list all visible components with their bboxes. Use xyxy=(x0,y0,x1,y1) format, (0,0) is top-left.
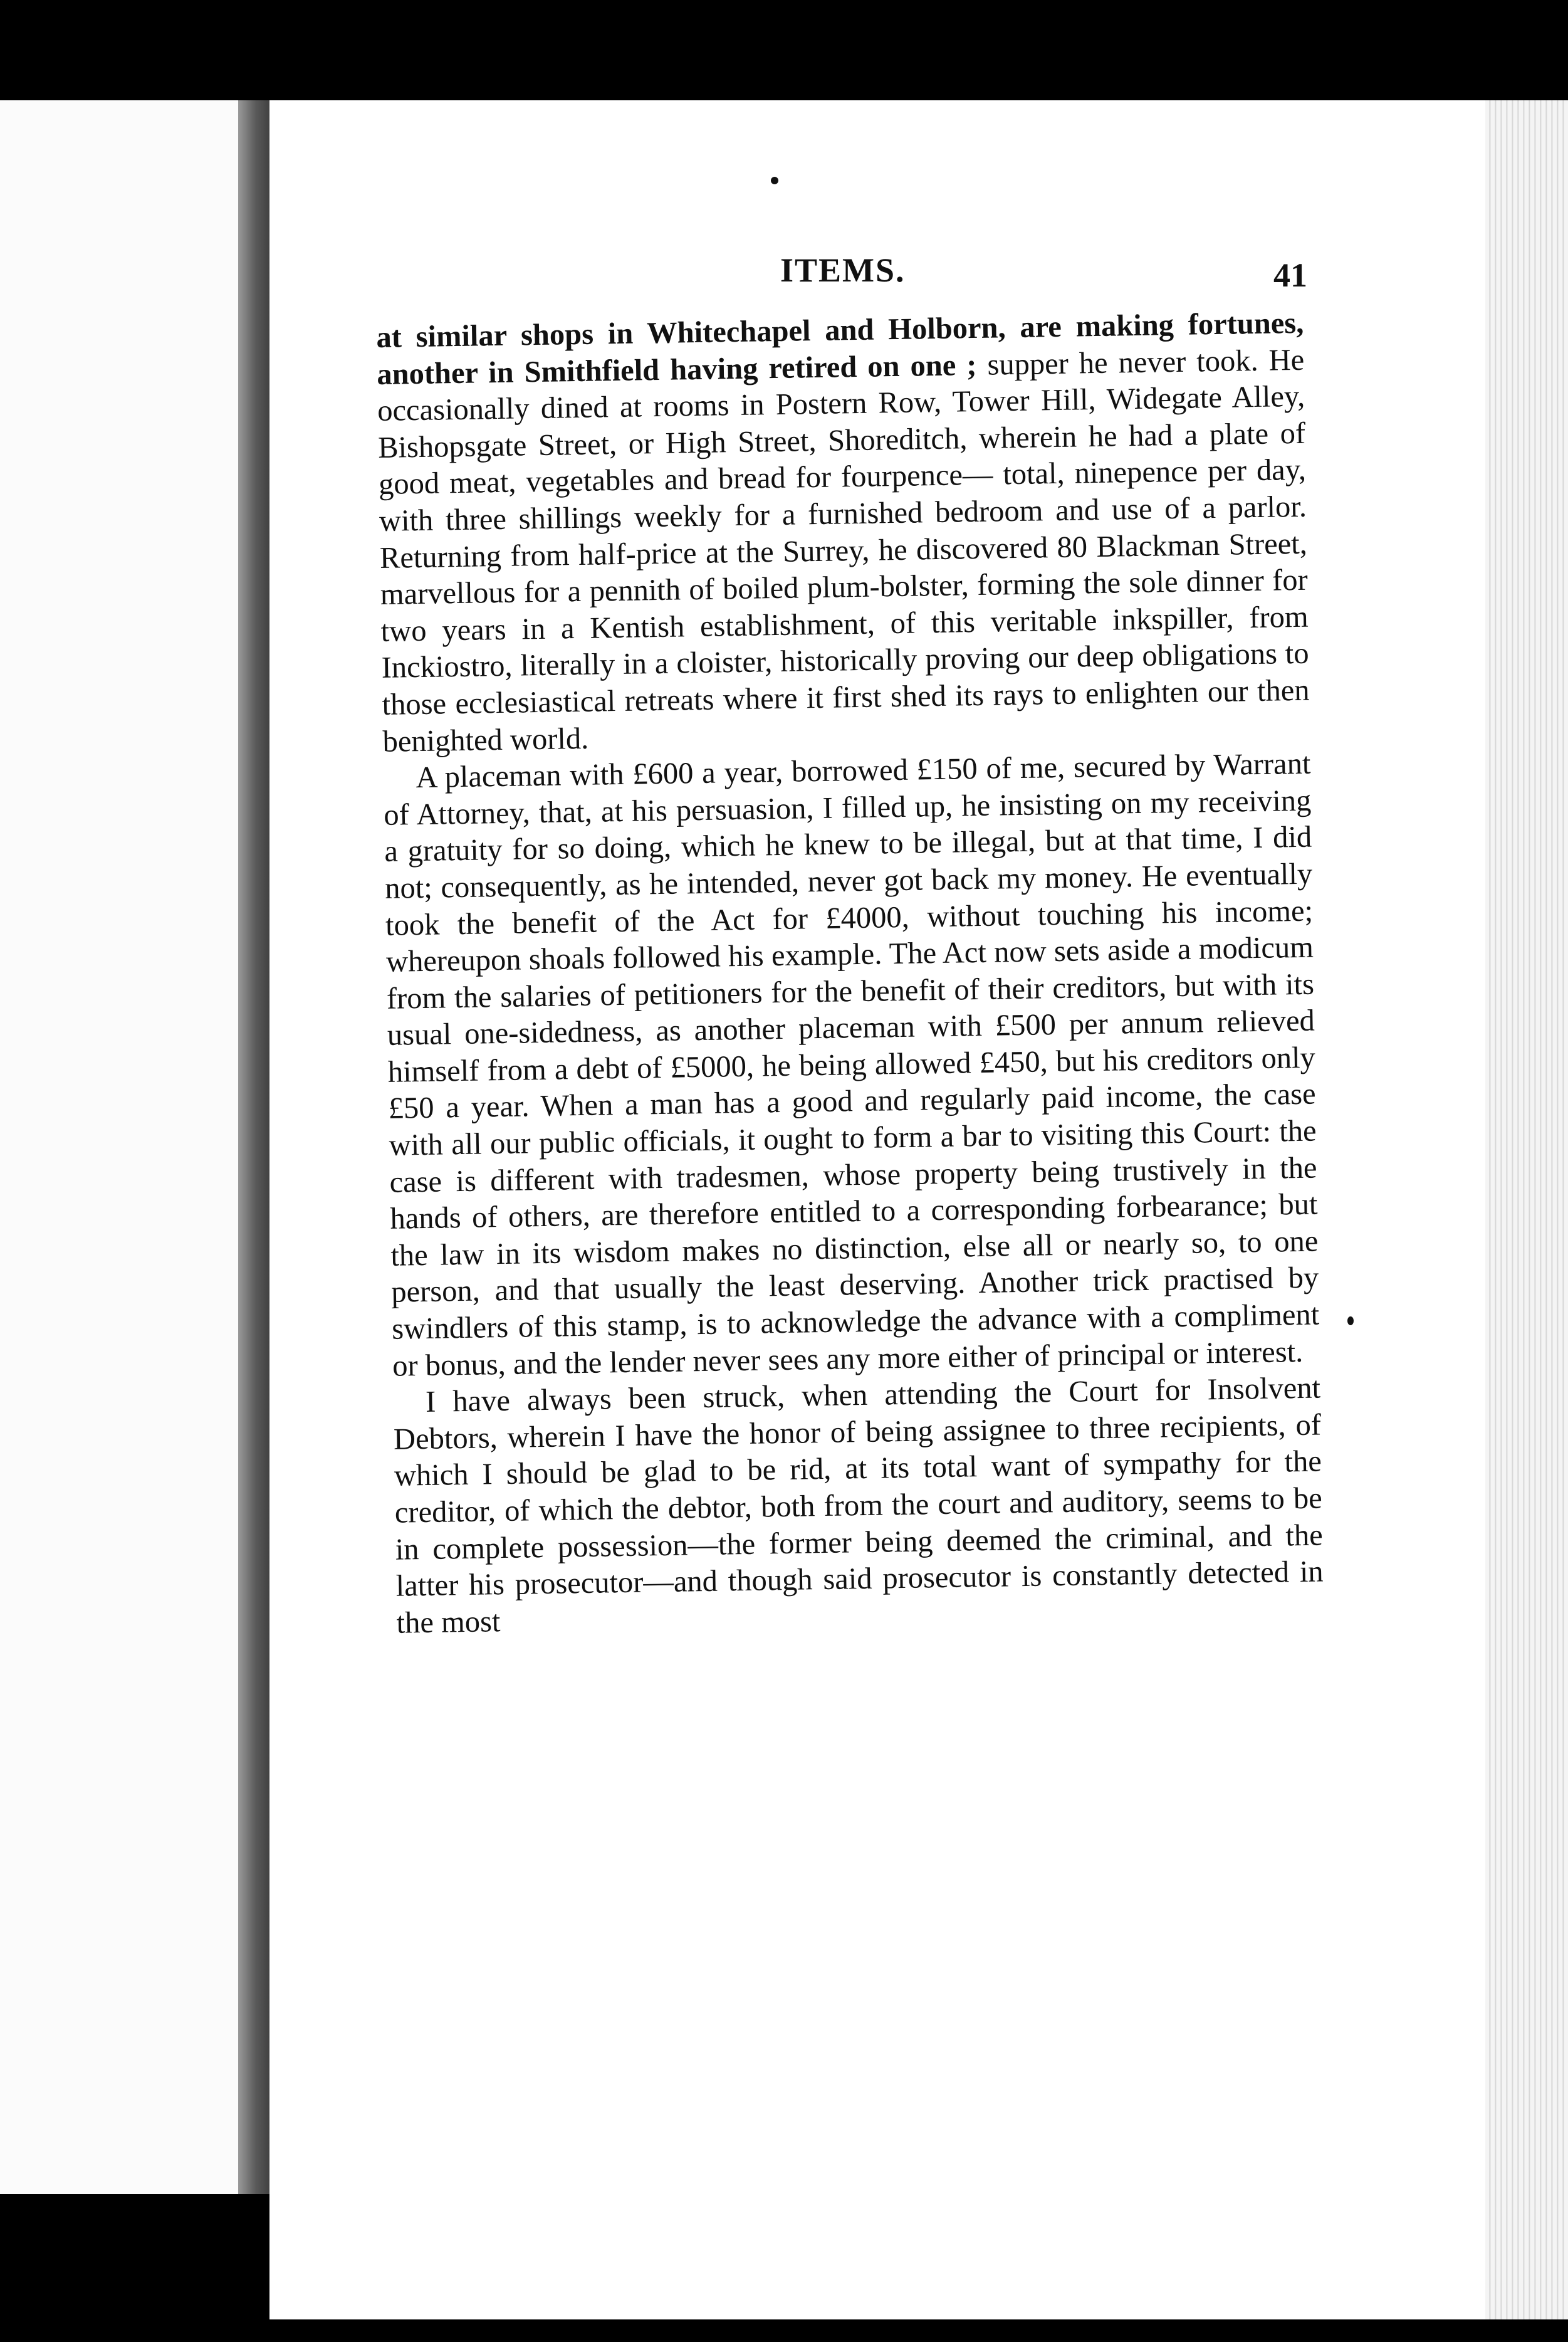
page-body xyxy=(376,305,1324,1642)
paragraph-1 xyxy=(376,305,1310,760)
page-number: 41 xyxy=(1273,256,1307,294)
ink-speck xyxy=(771,177,778,184)
paragraph-1-lead: at similar shops in Whitechapel and Holborn, are making fortunes, another in Smithfield having retired on one ; xyxy=(376,306,1304,391)
paragraph-1-text: supper he never took. He occasionally dined at rooms in Postern Row, Tower Hill, Widegate Alley, Bishopsgate Street, or High Street, Shoreditch, wherein he had a plate of good meat, vegetables and bread for fourpence— total, ninepence per day, with three shillings weekly for a furnished bedroom and use of a parlor. Returning from half-price at the Surrey, he discovered 80 Blackman Street, marvellous for a pennith of boiled plum-bolster, forming the sole dinner for two years in a Kentish establishment, of this veritable inkspiller, from Inckiostro, literally in a cloister, historically proving our deep obligations to those ecclesiastical retreats where it first shed its rays to enlighten our then benighted world. xyxy=(377,343,1310,759)
paragraph-2: A placeman with £600 a year, borrowed £150 of me, secured by Warrant of Attorney, that, at his persuasion, I filled up, he insisting on my receiving a gratuity for so doing, which he knew to be illegal, but at that time, I did not; consequently, as he intended, never got back my money. He eventually took the benefit of the Act for £4000, without touching his income; whereupon shoals followed his example. The Act now sets aside a modicum from the salaries of petitioners for the benefit of their creditors, but with its usual one-sidedness, as another placeman with £500 per annum relieved himself from a debt of £5000, he being allowed £450, but his creditors only £50 a year. When a man has a good and regularly paid income, the case with all our public officials, it ought to form a bar to visiting this Court: the case is different with tradesmen, whose property being trustively in the hands of others, are therefore entitled to a corresponding forbearance; but the law in its wisdom makes no distinction, else all or nearly so, to one person, and that usually the least deserving. Another trick practised by swindlers of this stamp, is to acknowledge the advance with a compliment or bonus, and the lender never sees any more either of principal or interest. xyxy=(383,747,1320,1383)
page-edges xyxy=(1485,100,1568,2319)
ink-speck xyxy=(1347,1316,1354,1325)
running-head: ITEMS. xyxy=(780,251,906,289)
previous-page xyxy=(0,100,251,2194)
paragraph-3: I have always been struck, when attending the Court for Insolvent Debtors, wherein I have the honor of being assignee to three recipients, of which I should be glad to be rid, at its total want of sympathy for the creditor, of which the debtor, both from the court and auditory, seems to be in complete possession—the former being deemed the criminal, and the latter his prosecutor—and though said prosecutor is constantly detected in the most xyxy=(393,1371,1324,1640)
